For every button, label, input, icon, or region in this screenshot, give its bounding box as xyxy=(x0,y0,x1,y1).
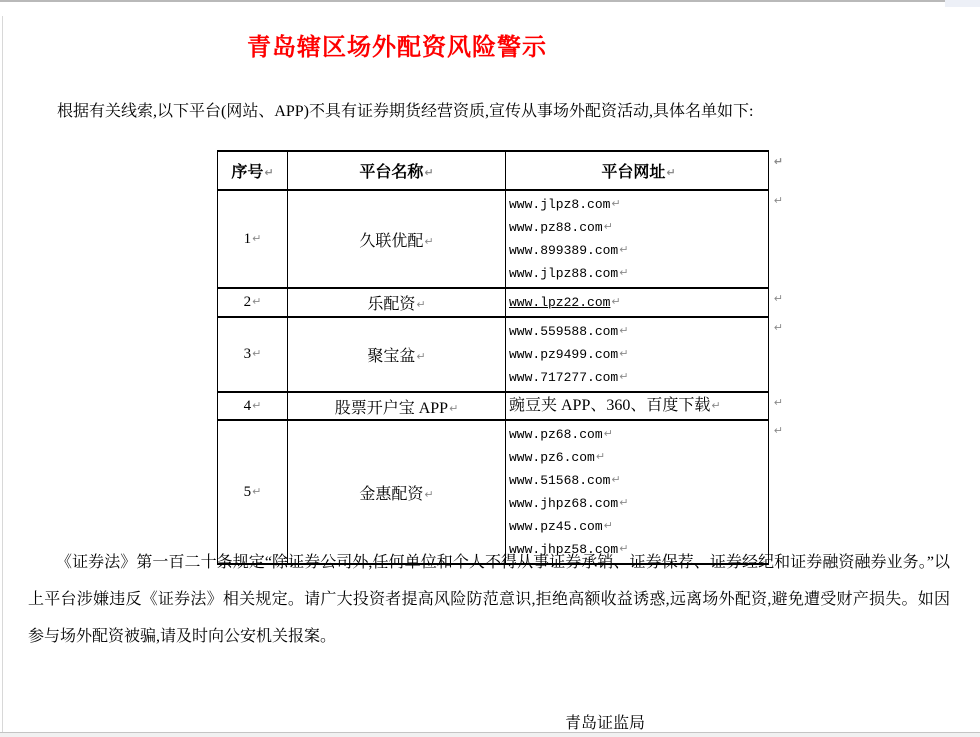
platform-url: www.899389.com xyxy=(509,243,619,258)
url-line xyxy=(509,320,768,343)
platform-name: 股票开户宝 APP xyxy=(334,399,449,417)
row-number: 3 xyxy=(243,346,252,362)
paragraph-mark-icon: ↵ xyxy=(711,399,721,412)
paragraph-mark-icon: ↵ xyxy=(252,295,262,308)
url-line xyxy=(509,469,768,492)
platform-name-cell xyxy=(288,288,506,317)
row-number: 2 xyxy=(243,294,252,310)
platform-url: www.jlpz88.com xyxy=(509,266,619,281)
top-border xyxy=(0,0,945,2)
url-line xyxy=(509,366,768,389)
platform-name-cell xyxy=(288,420,506,564)
paragraph-mark-icon: ↵ xyxy=(619,266,629,279)
paragraph-mark-icon: ↵ xyxy=(619,324,629,337)
paragraph-mark-icon: ↵ xyxy=(595,450,606,463)
platform-name: 聚宝盆 xyxy=(367,348,416,365)
platform-url: www.559588.com xyxy=(509,324,619,339)
row-end-mark-icon: ↵ xyxy=(773,396,783,409)
paragraph-mark-icon: ↵ xyxy=(603,519,613,532)
url-line xyxy=(509,515,768,538)
platform-url: www.717277.com xyxy=(509,370,619,385)
platform-url: www.pz68.com xyxy=(509,427,603,442)
paragraph-mark-icon: ↵ xyxy=(416,298,426,311)
platform-table xyxy=(217,150,783,565)
header-label-url: 平台网址 xyxy=(601,164,666,181)
platform-url: www.pz45.com xyxy=(509,519,603,534)
table-row xyxy=(218,288,769,317)
url-line xyxy=(509,395,768,417)
paragraph-mark-icon: ↵ xyxy=(252,398,262,412)
url-line xyxy=(509,291,768,314)
corner-decoration xyxy=(945,0,980,7)
url-line xyxy=(509,446,768,469)
platform-name-cell xyxy=(288,317,506,392)
row-end-mark-icon: ↵ xyxy=(773,424,783,437)
paragraph-mark-icon: ↵ xyxy=(611,295,621,308)
row-end-mark-icon: ↵ xyxy=(773,155,783,168)
header-cell-no xyxy=(218,151,288,190)
paragraph-mark-icon: ↵ xyxy=(449,401,459,415)
platform-url: www.jhpz68.com xyxy=(509,496,619,511)
row-number-cell xyxy=(218,190,288,288)
row-number-cell xyxy=(218,288,288,317)
paragraph-mark-icon: ↵ xyxy=(619,370,629,383)
platform-url: 豌豆夹 APP、360、百度下载 xyxy=(509,397,711,414)
platform-url: www.pz88.com xyxy=(509,220,603,235)
paragraph-mark-icon: ↵ xyxy=(619,347,629,360)
table-header-row xyxy=(218,151,769,190)
row-number: 4 xyxy=(243,397,252,414)
platform-url-cell xyxy=(506,288,783,317)
platform-name: 久联优配 xyxy=(359,232,424,250)
platform-name-cell xyxy=(288,190,506,288)
paragraph-mark-icon: ↵ xyxy=(264,166,274,179)
bottom-fill xyxy=(0,733,980,737)
platform-url: www.pz6.com xyxy=(509,450,595,465)
table-row xyxy=(218,392,769,420)
url-line xyxy=(509,193,768,216)
url-line xyxy=(509,262,768,285)
header-cell-url xyxy=(506,151,783,190)
header-label-name: 平台名称 xyxy=(359,164,424,181)
signature: 青岛证监局 xyxy=(565,715,646,732)
url-line xyxy=(509,216,768,239)
row-end-mark-icon: ↵ xyxy=(773,292,783,305)
table-row xyxy=(218,190,769,288)
paragraph-mark-icon: ↵ xyxy=(619,542,629,555)
header-cell-name xyxy=(288,151,506,190)
platform-url: www.jlpz8.com xyxy=(509,197,611,212)
platform-name-cell xyxy=(288,392,506,420)
row-number: 1 xyxy=(243,230,252,247)
header-label-no: 序号 xyxy=(231,164,264,181)
paragraph-mark-icon: ↵ xyxy=(424,487,434,501)
paragraph-mark-icon: ↵ xyxy=(619,243,629,256)
url-line xyxy=(509,343,768,366)
paragraph-mark-icon: ↵ xyxy=(416,350,426,363)
url-line xyxy=(509,492,768,515)
platform-url: www.pz9499.com xyxy=(509,347,619,362)
row-end-mark-icon: ↵ xyxy=(773,194,783,207)
platform-url: www.51568.com xyxy=(509,473,611,488)
platform-url-link[interactable]: www.lpz22.com xyxy=(509,295,611,310)
paragraph-mark-icon: ↵ xyxy=(252,231,262,245)
legal-paragraph: 《证券法》第一百二十条规定“除证券公司外,任何单位和个人不得从事证券承销、证券保荐、证券经纪和证券融资融券业务。”以上平台涉嫌违反《证券法》相关规定。请广大投资者提高风险防范意识,拒绝高额收益诱惑,远离场外配资,避免遭受财产损失。如因参与场外配资被骗,请及时向公安机关报案。 xyxy=(28,554,950,645)
paragraph-mark-icon: ↵ xyxy=(603,427,613,440)
platform-name: 金惠配资 xyxy=(359,485,424,503)
paragraph-mark-icon: ↵ xyxy=(424,234,434,248)
paragraph-mark-icon: ↵ xyxy=(619,496,629,509)
platform-table-body xyxy=(218,190,783,564)
row-end-mark-icon: ↵ xyxy=(773,321,783,334)
intro-paragraph: 根据有关线索,以下平台(网站、APP)不具有证券期货经营资质,宣传从事场外配资活动,具体名单如下: xyxy=(57,103,754,120)
platform-name: 乐配资 xyxy=(367,296,416,313)
left-border xyxy=(2,16,3,737)
platform-url-cell xyxy=(506,190,783,288)
platform-url-cell xyxy=(506,317,783,392)
page-title: 青岛辖区场外配资风险警示 xyxy=(247,34,547,61)
paragraph-mark-icon: ↵ xyxy=(611,197,621,210)
table-row xyxy=(218,317,769,392)
platform-url-cell xyxy=(506,420,783,564)
row-number-cell xyxy=(218,392,288,420)
row-number-cell xyxy=(218,420,288,564)
platform-url-cell xyxy=(506,392,783,420)
url-line xyxy=(509,239,768,262)
paragraph-mark-icon: ↵ xyxy=(252,347,262,360)
row-number: 5 xyxy=(243,483,252,500)
table-row xyxy=(218,420,769,564)
paragraph-mark-icon: ↵ xyxy=(666,166,676,179)
url-line xyxy=(509,423,768,446)
paragraph-mark-icon: ↵ xyxy=(603,220,613,233)
paragraph-mark-icon: ↵ xyxy=(424,166,434,179)
paragraph-mark-icon: ↵ xyxy=(611,473,621,486)
platform-url: www.jhpz58.com xyxy=(509,542,619,557)
row-number-cell xyxy=(218,317,288,392)
paragraph-mark-icon: ↵ xyxy=(252,484,262,498)
